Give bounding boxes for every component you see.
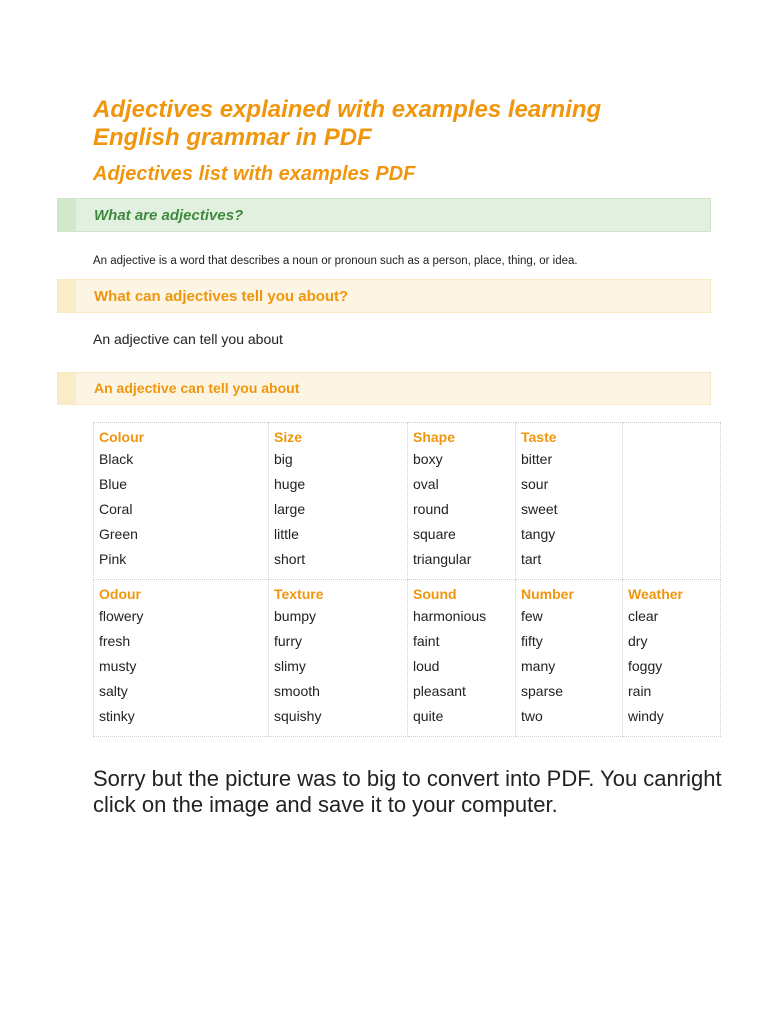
- adjective-item: salty: [99, 683, 128, 699]
- table-cell-empty: [623, 423, 721, 580]
- adjective-item: foggy: [628, 658, 663, 674]
- adjective-item: loud: [413, 658, 440, 674]
- adjective-item: [628, 497, 715, 522]
- category-header: Texture: [274, 586, 324, 602]
- category-header: [628, 427, 715, 447]
- adjective-item: harmonious: [413, 608, 487, 624]
- adjective-item: quite: [413, 708, 444, 724]
- image-too-big-note: Sorry but the picture was to big to convert into PDF. You canright click on the image and save it to your computer.: [93, 766, 722, 817]
- table-row: [94, 580, 721, 737]
- adjective-item: Green: [99, 526, 138, 542]
- adjective-item: Blue: [99, 476, 128, 492]
- adjective-item: little: [274, 526, 299, 542]
- adjective-item: few: [521, 608, 543, 624]
- definition-paragraph: An adjective is a word that describes a noun or pronoun such as a person, place, thing, or idea.: [93, 255, 578, 267]
- adjective-item: tart: [521, 551, 542, 567]
- adjective-item: dry: [628, 633, 648, 649]
- adjective-item: rain: [628, 683, 652, 699]
- adjective-item: [628, 522, 715, 547]
- category-header: Weather: [628, 586, 683, 602]
- adjective-item: tangy: [521, 526, 556, 542]
- adjective-item: [628, 547, 715, 572]
- adjective-item: bumpy: [274, 608, 317, 624]
- adjective-item: sweet: [521, 501, 558, 517]
- table-row: [94, 423, 721, 580]
- adjective-item: huge: [274, 476, 306, 492]
- category-header: Sound: [413, 586, 457, 602]
- table-cell: [408, 423, 516, 580]
- adjective-item: many: [521, 658, 556, 674]
- category-header: Size: [274, 429, 303, 445]
- adjective-item: windy: [628, 708, 664, 724]
- table-cell: [408, 580, 516, 737]
- category-header: Odour: [99, 586, 141, 602]
- adjective-item: two: [521, 708, 543, 724]
- adjective-item: faint: [413, 633, 440, 649]
- intro-paragraph: An adjective can tell you about: [93, 331, 283, 347]
- section-bar-tab: [58, 373, 76, 404]
- section-heading-adjective-categories: An adjective can tell you about: [94, 380, 300, 396]
- table-cell: [516, 580, 623, 737]
- adjective-item: stinky: [99, 708, 135, 724]
- adjective-item: furry: [274, 633, 302, 649]
- section-bar-what-are-adjectives: [57, 198, 711, 232]
- adjective-item: oval: [413, 476, 439, 492]
- adjective-item: [628, 447, 715, 472]
- table-cell: [516, 423, 623, 580]
- adjective-item: square: [413, 526, 456, 542]
- document-title: Adjectives explained with examples learning English grammar in PDF: [93, 96, 602, 151]
- table-cell: [269, 423, 408, 580]
- adjective-item: Pink: [99, 551, 127, 567]
- section-heading-what-are-adjectives: What are adjectives?: [94, 207, 244, 224]
- adjective-item: sour: [521, 476, 549, 492]
- table-cell: [94, 580, 269, 737]
- adjective-item: large: [274, 501, 306, 517]
- adjective-item: fifty: [521, 633, 543, 649]
- category-header: Colour: [99, 429, 145, 445]
- adjective-item: Black: [99, 451, 134, 467]
- section-bar-tab: [58, 280, 76, 312]
- document-subtitle: Adjectives list with examples PDF: [93, 163, 416, 185]
- adjective-item: bitter: [521, 451, 553, 467]
- category-header: Shape: [413, 429, 456, 445]
- adjective-item: [628, 472, 715, 497]
- section-bar-what-can-adjectives: [57, 279, 711, 313]
- table-cell: [94, 423, 269, 580]
- adjective-item: squishy: [274, 708, 322, 724]
- adjective-item: short: [274, 551, 306, 567]
- section-heading-what-can-adjectives: What can adjectives tell you about?: [94, 288, 349, 305]
- adjective-item: Coral: [99, 501, 133, 517]
- category-header: Number: [521, 586, 574, 602]
- adjective-item: flowery: [99, 608, 144, 624]
- table-cell: [623, 580, 721, 737]
- section-bar-adjective-categories: [57, 372, 711, 405]
- adjective-item: boxy: [413, 451, 443, 467]
- adjective-item: sparse: [521, 683, 564, 699]
- adjective-item: musty: [99, 658, 137, 674]
- table-cell: [269, 580, 408, 737]
- adjective-item: big: [274, 451, 293, 467]
- section-bar-tab: [58, 199, 76, 231]
- adjective-item: round: [413, 501, 449, 517]
- adjective-item: triangular: [413, 551, 472, 567]
- adjective-item: pleasant: [413, 683, 466, 699]
- category-header: Taste: [521, 429, 557, 445]
- adjective-item: slimy: [274, 658, 306, 674]
- adjective-item: clear: [628, 608, 659, 624]
- adjective-item: smooth: [274, 683, 320, 699]
- adjectives-table: [93, 422, 721, 737]
- adjective-item: fresh: [99, 633, 131, 649]
